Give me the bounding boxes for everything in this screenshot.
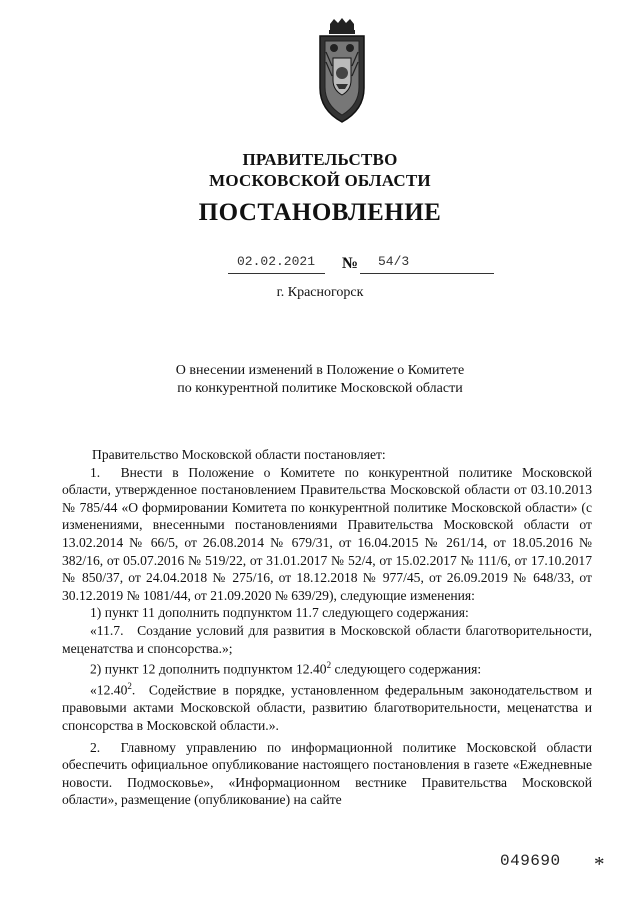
quote-12-40 — [62, 678, 592, 734]
quote-superscript-2: 2 — [127, 681, 132, 692]
subitem-2 — [62, 657, 592, 678]
item-2-paragraph: 2. Главному управлению по информационной политике Московской области обеспечить официальное опубликование настоящего постановления в газете «Ежедневные новости. Подмосковье», «Информационном вестнике Правительства Московской области», размещение (опубликование) на сайте — [62, 739, 592, 808]
item-1-paragraph: 1. Внести в Положение о Комитете по конкурентной политике Московской области, утвержденное постановлением Правительства Московской области от 03.10.2013 № 785/44 «О формировании Комитета по конкурентной политике Московской области» (с изменениями, внесенными постановлениями Правительства Московской области от 13.02.2014 № 66/5, от 26.08.2014 № 679/31, от 16.04.2015 № 261/14, от 18.05.2016 № 382/16, от 05.07.2016 № 519/22, от 31.01.2017 № 52/4, от 15.02.2017 № 111/6, от 17.10.2017 № 850/37, от 24.04.2018 № 275/16, от 18.12.2018 № 977/45, от 26.09.2019 № 648/33, от 30.12.2019 № 1081/44, от 21.09.2020 № 639/29), следующие изменения: — [62, 464, 592, 603]
document-type-title: ПОСТАНОВЛЕНИЕ — [198, 199, 442, 226]
document-body — [62, 446, 592, 809]
subitem-2-text-b: следующего содержания: — [331, 661, 482, 677]
quote-12-40-a: «12.40 — [90, 682, 128, 698]
intro-paragraph: Правительство Московской области постановляет: — [92, 447, 386, 462]
subject-line2: по конкурентной политике Московской области — [177, 381, 463, 396]
number-underline — [360, 273, 494, 274]
asterisk-mark: * — [594, 852, 605, 876]
government-name-line2: МОСКОВСКОЙ ОБЛАСТИ — [209, 171, 431, 190]
quote-12-40-b: . Содействие в порядке, установленном федеральным законодательством и правовыми актами Московской области, развитию благотворительности, меценатства и спонсорства в Московской области.». — [62, 682, 592, 733]
subitem-1: 1) пункт 11 дополнить подпунктом 11.7 следующего содержания: — [90, 605, 469, 621]
document-date: 02.02.2021 — [237, 254, 316, 269]
moscow-oblast-coat-of-arms-icon — [312, 18, 372, 134]
subject-line1: О внесении изменений в Положение о Комитете — [175, 363, 465, 378]
quote-11-7: «11.7. Создание условий для развития в Московской области благотворительности, меценатства и спонсорства.»; — [62, 622, 592, 656]
number-sign: № — [342, 255, 359, 272]
document-subject — [0, 362, 640, 398]
serial-number: 049690 — [500, 852, 561, 870]
city-name: г. Красногорск — [276, 285, 364, 300]
date-underline — [228, 273, 325, 274]
superscript-2: 2 — [326, 660, 332, 671]
government-name-line1: ПРАВИТЕЛЬСТВО — [242, 150, 398, 169]
document-number: 54/3 — [378, 254, 410, 269]
subitem-2-text-a: 2) пункт 12 дополнить подпунктом 12.40 — [90, 661, 327, 677]
